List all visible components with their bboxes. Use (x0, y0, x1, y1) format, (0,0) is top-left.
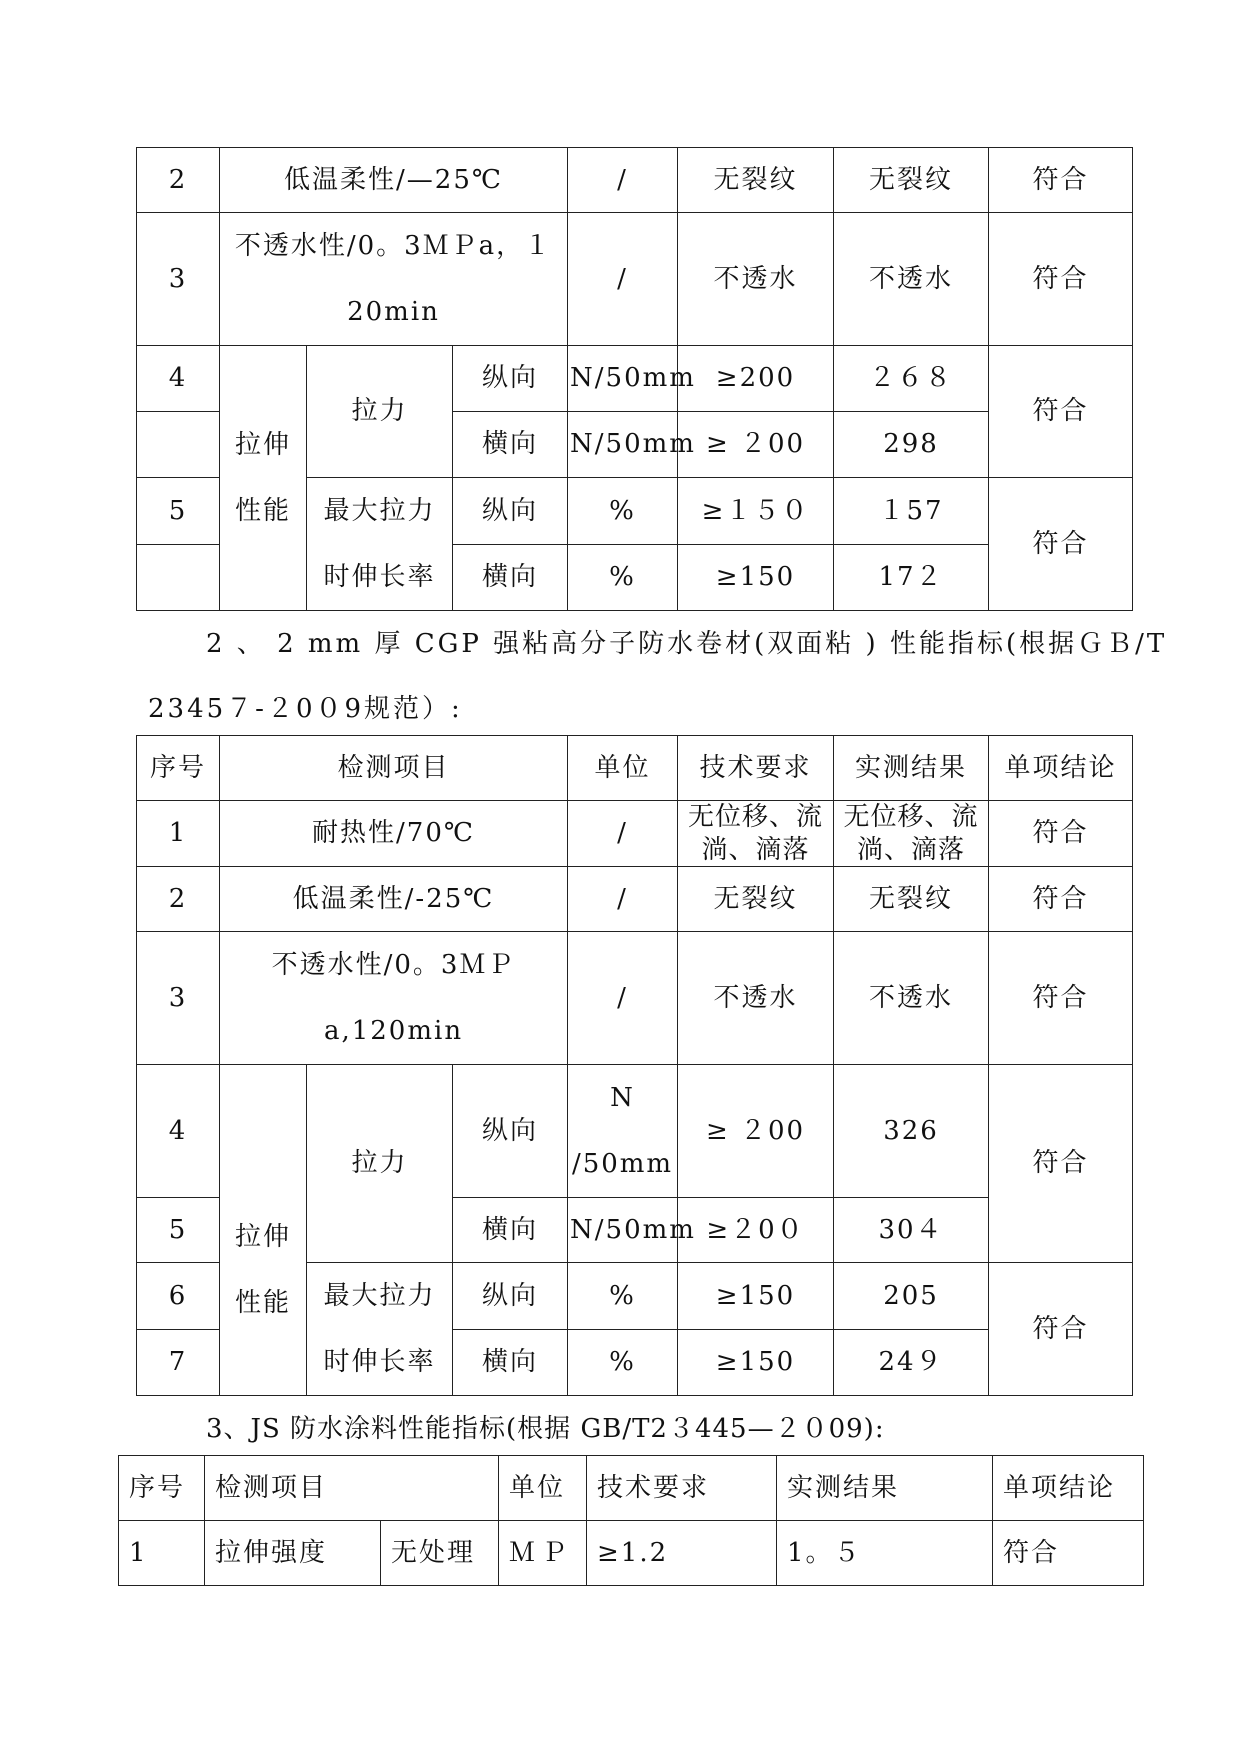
result-cell: 30４ (834, 1198, 989, 1263)
unit-cell: % (568, 1263, 678, 1330)
result-cell: 不透水 (834, 932, 989, 1065)
unit-line-1: N (610, 1083, 635, 1113)
table-row (137, 932, 1133, 1065)
test-item (220, 932, 568, 1065)
direction-cell: 横向 (453, 412, 568, 478)
header-result: 实测结果 (834, 736, 989, 801)
elongation-label (307, 1263, 453, 1396)
result-cell: 17２ (834, 545, 989, 611)
elongation-label-line-2: 时伸长率 (323, 562, 436, 592)
conclusion-cell: 符合 (989, 478, 1133, 611)
header-conclusion: 单项结论 (989, 736, 1133, 801)
result-line-2: 淌、滴落 (857, 834, 966, 865)
header-number: 序号 (119, 1456, 205, 1521)
header-item: 检测项目 (205, 1456, 499, 1521)
unit-cell: / (568, 801, 678, 867)
requirement-cell: ≥1.2 (587, 1521, 777, 1586)
unit-cell: N/50mm (568, 1198, 678, 1263)
header-unit: 单位 (568, 736, 678, 801)
row-number: 5 (137, 478, 220, 545)
direction-cell: 纵向 (453, 1263, 568, 1330)
direction-cell: 横向 (453, 1198, 568, 1263)
row-number: 3 (137, 213, 220, 346)
stretch-label-line-1: 拉伸 (234, 430, 291, 460)
result-cell: １57 (834, 478, 989, 545)
table-row (137, 801, 1133, 867)
test-item: 拉伸强度 (205, 1521, 381, 1586)
direction-cell: 纵向 (453, 346, 568, 412)
row-number: 2 (137, 867, 220, 932)
requirement-cell: ≥150 (678, 545, 834, 611)
result-cell: ２６８ (834, 346, 989, 412)
requirement-cell: ≥１５０ (678, 478, 834, 545)
requirement-line-2: 淌、滴落 (701, 834, 810, 865)
unit-cell: % (568, 545, 678, 611)
result-cell: 无裂纹 (834, 148, 989, 213)
row-number: 3 (137, 932, 220, 1065)
header-conclusion: 单项结论 (993, 1456, 1144, 1521)
test-item-line-1: 不透水性/0。3ＭＰa，１ (234, 231, 553, 261)
row-number (137, 545, 220, 611)
direction-cell: 纵向 (453, 1065, 568, 1198)
conclusion-cell: 符合 (989, 1263, 1133, 1396)
test-item (220, 213, 568, 346)
test-item-line-2: a,120min (323, 1016, 464, 1046)
test-item: 低温柔性/-25℃ (220, 867, 568, 932)
row-number: 6 (137, 1263, 220, 1330)
table-1 (136, 147, 1133, 611)
test-item-line-2: 20min (347, 297, 440, 327)
requirement-cell: 不透水 (678, 932, 834, 1065)
result-line-1: 无位移、流 (843, 802, 979, 832)
section-3-heading: 3、JS 防水涂料性能指标(根据 GB/T2３445—２０09): (206, 1414, 885, 1444)
stretch-label-line-1: 拉伸 (234, 1222, 291, 1252)
unit-cell: % (568, 478, 678, 545)
conclusion-cell: 符合 (989, 932, 1133, 1065)
direction-cell: 横向 (453, 545, 568, 611)
table-row (137, 1065, 1133, 1198)
table-header-row (137, 736, 1133, 801)
stretch-label-line-2: 性能 (234, 496, 291, 526)
unit-cell: N/50mm (568, 412, 678, 478)
table-header-row (119, 1456, 1144, 1521)
table-3 (118, 1455, 1144, 1586)
unit-cell (568, 1065, 678, 1198)
row-number (137, 412, 220, 478)
row-number: 4 (137, 1065, 220, 1198)
conclusion-cell: 符合 (989, 1065, 1133, 1263)
row-number: 1 (137, 801, 220, 867)
elongation-label (307, 478, 453, 611)
table-row (137, 148, 1133, 213)
header-item: 检测项目 (220, 736, 568, 801)
section-2-heading-line-1: 2 、 2 mm 厚 CGP 强粘高分子防水卷材(双面粘 ) 性能指标(根据ＧＢ/T (206, 629, 1168, 659)
result-cell: 1。５ (777, 1521, 993, 1586)
row-number: 2 (137, 148, 220, 213)
requirement-cell: 无裂纹 (678, 867, 834, 932)
unit-cell: / (568, 213, 678, 346)
requirement-cell (678, 801, 834, 867)
elongation-label-line-2: 时伸长率 (323, 1347, 436, 1377)
conclusion-cell: 符合 (989, 867, 1133, 932)
requirement-cell: ≥150 (678, 1263, 834, 1330)
unit-line-2: /50mm (571, 1149, 674, 1179)
requirement-cell: 不透水 (678, 213, 834, 346)
requirement-cell: ≥150 (678, 1330, 834, 1396)
conclusion-cell: 符合 (989, 801, 1133, 867)
result-cell: 不透水 (834, 213, 989, 346)
row-number: 4 (137, 346, 220, 412)
section-2-heading-line-2: 2345７-２0０9规范）: (148, 694, 463, 724)
result-cell: 326 (834, 1065, 989, 1198)
unit-cell: / (568, 932, 678, 1065)
result-cell: 205 (834, 1263, 989, 1330)
unit-cell: N/50mm (568, 346, 678, 412)
conclusion-cell: 符合 (989, 148, 1133, 213)
elongation-label-line-1: 最大拉力 (323, 1281, 436, 1311)
header-number: 序号 (137, 736, 220, 801)
tension-label: 拉力 (307, 346, 453, 478)
table-2 (136, 735, 1133, 1396)
direction-cell: 横向 (453, 1330, 568, 1396)
unit-cell: / (568, 148, 678, 213)
header-unit: 单位 (499, 1456, 587, 1521)
header-result: 实测结果 (777, 1456, 993, 1521)
conclusion-cell: 符合 (989, 213, 1133, 346)
unit-cell: ＭＰ (499, 1521, 587, 1586)
tension-label: 拉力 (307, 1065, 453, 1263)
table-row (137, 213, 1133, 346)
direction-cell: 纵向 (453, 478, 568, 545)
result-cell (834, 801, 989, 867)
requirement-line-1: 无位移、流 (688, 802, 824, 832)
elongation-label-line-1: 最大拉力 (323, 496, 436, 526)
requirement-cell: 无裂纹 (678, 148, 834, 213)
table-row (137, 867, 1133, 932)
row-number: 7 (137, 1330, 220, 1396)
stretch-performance-label (220, 346, 307, 611)
header-requirement: 技术要求 (587, 1456, 777, 1521)
sub-item: 无处理 (381, 1521, 499, 1586)
row-number: 1 (119, 1521, 205, 1586)
test-item: 耐热性/70℃ (220, 801, 568, 867)
result-cell: 无裂纹 (834, 867, 989, 932)
table-row (137, 346, 1133, 412)
header-requirement: 技术要求 (678, 736, 834, 801)
conclusion-cell: 符合 (989, 346, 1133, 478)
result-cell: 298 (834, 412, 989, 478)
stretch-performance-label (220, 1065, 307, 1396)
unit-cell: % (568, 1330, 678, 1396)
requirement-cell: ≥２0０ (678, 1198, 834, 1263)
test-item: 低温柔性/—25℃ (220, 148, 568, 213)
stretch-label-line-2: 性能 (234, 1288, 291, 1318)
table-row (119, 1521, 1144, 1586)
unit-cell: / (568, 867, 678, 932)
result-cell: 24９ (834, 1330, 989, 1396)
requirement-cell: ≥200 (678, 346, 834, 412)
row-number: 5 (137, 1198, 220, 1263)
test-item-line-1: 不透水性/0。3ＭＰ (271, 950, 516, 980)
requirement-cell: ≥ ２00 (678, 1065, 834, 1198)
requirement-cell: ≥ ２00 (678, 412, 834, 478)
conclusion-cell: 符合 (993, 1521, 1144, 1586)
